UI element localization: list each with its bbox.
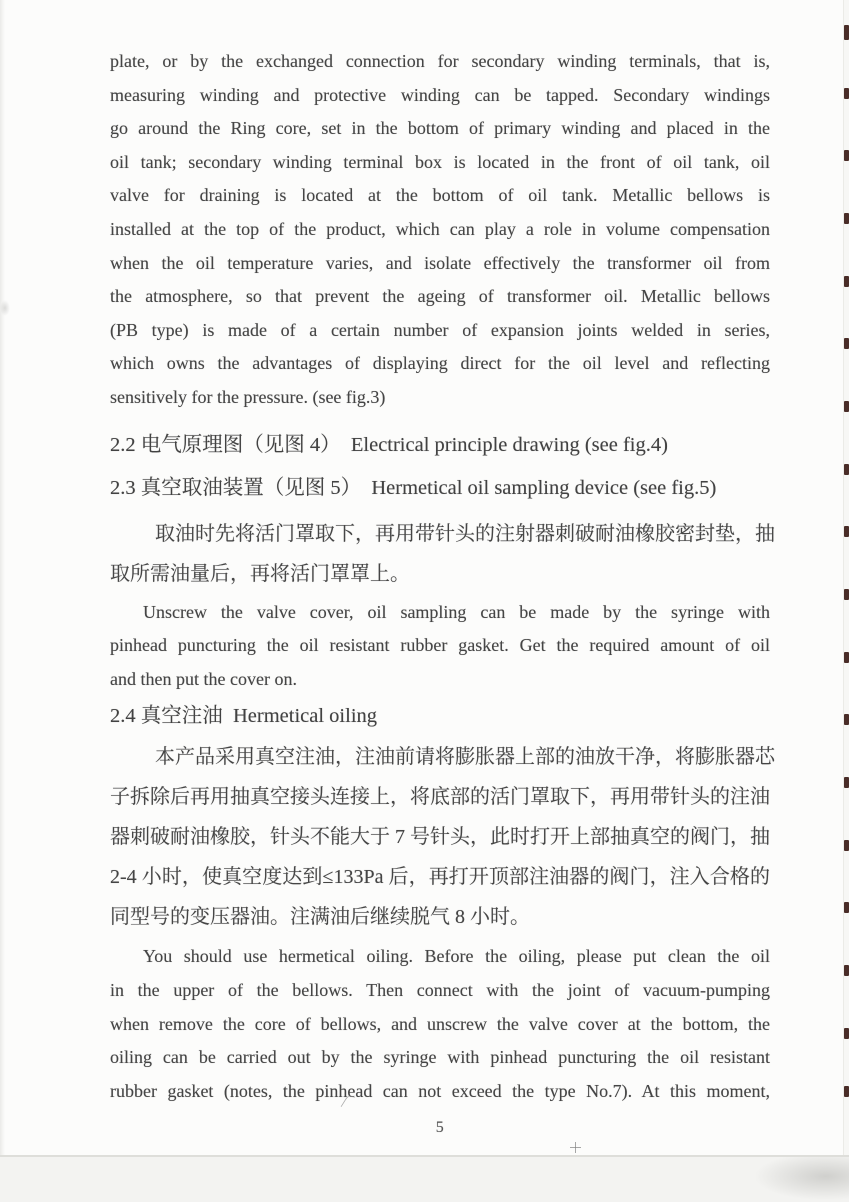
- paragraph-en-oil-sampling: [110, 596, 770, 697]
- text-line: You should use hermetical oiling. Before the oiling, please put clean the oil: [143, 946, 770, 967]
- text-column: [110, 0, 775, 1138]
- heading-2-4-hermetical-oiling: 2.4 真空注油 Hermetical oiling: [110, 705, 378, 728]
- paragraph-cn-hermetical-oiling: [110, 737, 775, 937]
- paragraph-product-structure: [110, 45, 770, 415]
- edge-scan-mark: [844, 150, 849, 161]
- text-line: rubber gasket (notes, the pinhead can not exceed the type No.7). At this moment,: [110, 1080, 770, 1101]
- page-right-edge: [843, 0, 849, 1155]
- edge-scan-mark: [844, 338, 849, 349]
- scan-smudge: [0, 300, 10, 316]
- edge-scan-mark: [844, 25, 849, 40]
- text-line: go around the Ring core, set in the bottom of primary winding and placed in the: [110, 118, 770, 139]
- text-line: 同型号的变压器油。注满油后继续脱气 8 小时。: [110, 906, 530, 929]
- text-line: (PB type) is made of a certain number of expansion joints welded in series,: [110, 319, 770, 340]
- text-line: which owns the advantages of displaying direct for the oil level and reflecting: [110, 353, 770, 374]
- edge-scan-mark: [844, 276, 849, 287]
- text-line: when remove the core of bellows, and unscrew the valve cover at the bottom, the: [110, 1013, 770, 1034]
- heading-2-3-oil-sampling-device: 2.3 真空取油装置（见图 5） Hermetical oil sampling device (see fig.5): [110, 476, 717, 499]
- page-bottom-edge: [0, 1155, 849, 1202]
- text-line: when the oil temperature varies, and isolate effectively the transformer oil from: [110, 252, 770, 273]
- registration-plus-mark: [570, 1142, 581, 1153]
- text-line: installed at the top of the product, which can play a role in volume compensation: [110, 218, 770, 239]
- text-line: measuring winding and protective winding can be tapped. Secondary windings: [110, 84, 770, 105]
- text-line: 子拆除后再用抽真空接头连接上，将底部的活门罩取下，再用带针头的注油: [110, 786, 770, 809]
- text-line: in the upper of the bellows. Then connect with the joint of vacuum-pumping: [110, 979, 770, 1000]
- edge-scan-mark: [844, 652, 849, 663]
- text-line: oiling can be carried out by the syringe with pinhead puncturing the oil resistant: [110, 1047, 770, 1068]
- heading-2-2-electrical-principle: 2.2 电气原理图（见图 4） Electrical principle drawing (see fig.4): [110, 433, 668, 456]
- text-line: valve for draining is located at the bottom of oil tank. Metallic bellows is: [110, 185, 770, 206]
- edge-scan-mark: [844, 589, 849, 600]
- edge-scan-mark: [844, 1086, 849, 1097]
- edge-scan-mark: [844, 213, 849, 224]
- edge-scan-mark: [844, 88, 849, 99]
- page-left-edge-shadow: [0, 0, 5, 1155]
- text-line: pinhead puncturing the oil resistant rubber gasket. Get the required amount of oil: [110, 635, 770, 656]
- text-line: plate, or by the exchanged connection for secondary winding terminals, that is,: [110, 51, 770, 71]
- text-line: sensitively for the pressure. (see fig.3): [110, 386, 386, 407]
- text-line: oil tank; secondary winding terminal box is located in the front of oil tank, oil: [110, 151, 770, 172]
- text-line: Unscrew the valve cover, oil sampling can be made by the syringe with: [143, 601, 770, 622]
- edge-scan-mark: [844, 464, 849, 475]
- text-line: 器刺破耐油橡胶，针头不能大于 7 号针头，此时打开上部抽真空的阀门，抽: [110, 826, 770, 849]
- text-line: and then put the cover on.: [110, 668, 297, 689]
- edge-scan-mark: [844, 965, 849, 976]
- edge-scan-mark: [844, 526, 849, 537]
- text-line: 2-4 小时，使真空度达到≤133Pa 后，再打开顶部注油器的阀门，注入合格的: [110, 866, 770, 889]
- text-line: 本产品采用真空注油，注油前请将膨胀器上部的油放干净，将膨胀器芯: [155, 746, 775, 769]
- edge-scan-mark: [844, 902, 849, 913]
- edge-scan-mark: [844, 714, 849, 725]
- edge-scan-mark: [844, 840, 849, 851]
- page-number: 5: [435, 1119, 445, 1137]
- paragraph-en-hermetical-oiling: [110, 940, 770, 1108]
- edge-scan-mark: [844, 777, 849, 788]
- text-line: the atmosphere, so that prevent the ageing of transformer oil. Metallic bellows: [110, 286, 770, 307]
- bottom-right-smudge: [756, 1157, 849, 1200]
- paragraph-cn-oil-sampling: [110, 514, 775, 594]
- text-line: 取油时先将活门罩取下，再用带针头的注射器刺破耐油橡胶密封垫，抽: [155, 522, 775, 545]
- text-line: 取所需油量后，再将活门罩罩上。: [110, 562, 410, 585]
- edge-scan-mark: [844, 1028, 849, 1039]
- edge-scan-mark: [844, 401, 849, 412]
